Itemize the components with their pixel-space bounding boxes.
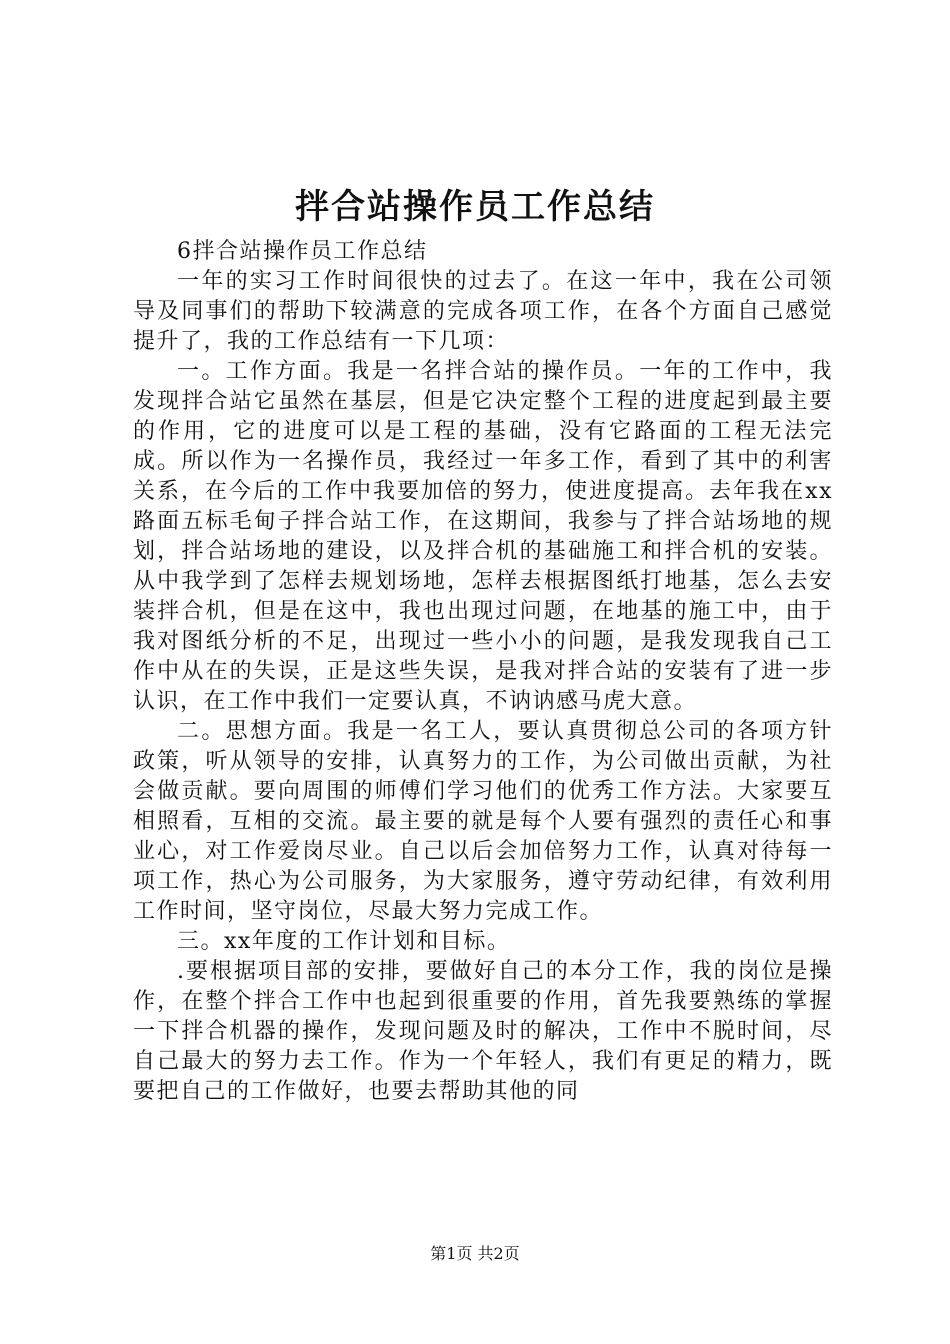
paragraph-subtitle: 6拌合站操作员工作总结 bbox=[177, 239, 428, 264]
document-title: 拌合站操作员工作总结 bbox=[295, 187, 655, 227]
page-number-footer: 第1页 共2页 bbox=[430, 1244, 520, 1263]
paragraph-work-aspect: 一。工作方面。我是一名拌合站的操作员。一年的工作中，我发现拌合站它虽然在基层，但是它决定整个工程的进度起到最主要的作用，它的进度可以是工程的基础，没有它路面的工程无法完成。所以作为一名操作员，我经过一年多工作，看到了其中的利害关系，在今后的工作中我要加倍的努力，使进度提高。去年我在xx路面五标毛甸子拌合站工作，在这期间，我参与了拌合站场地的规划，拌合站场地的建设，以及拌合机的基础施工和拌合机的安装。从中我学到了怎样去规划场地，怎样去根据图纸打地基，怎么去安装拌合机，但是在这中，我也出现过问题，在地基的施工中，由于我对图纸分析的不足，出现过一些小小的问题，是我发现我自己工作中从在的失误，正是这些失误，是我对拌合站的安装有了进一步认识，在工作中我们一定要认真，不讷讷感马虎大意。 bbox=[133, 359, 833, 714]
paragraph-intro: 一年的实习工作时间很快的过去了。在这一年中，我在公司领导及同事们的帮助下较满意的完成各项工作，在各个方面自己感觉提升了，我的工作总结有一下几项： bbox=[133, 269, 833, 354]
paragraph-thought-aspect: 二。思想方面。我是一名工人，要认真贯彻总公司的各项方针政策，听从领导的安排，认真努力的工作，为公司做出贡献，为社会做贡献。要向周围的师傅们学习他们的优秀工作方法。大家要互相照看，互相的交流。最主要的就是每个人要有强烈的责任心和事业心，对工作爱岗尽业。自己以后会加倍努力工作，认真对待每一项工作，热心为公司服务，为大家服务，遵守劳动纪律，有效利用工作时间，坚守岗位，尽最大努力完成工作。 bbox=[133, 719, 833, 924]
paragraph-plan-item: .要根据项目部的安排，要做好自己的本分工作，我的岗位是操作，在整个拌合工作中也起到很重要的作用，首先我要熟练的掌握一下拌合机器的操作，发现问题及时的解决，工作中不脱时间，尽自己最大的努力去工作。作为一个年轻人，我们有更足的精力，既要把自己的工作做好，也要去帮助其他的同 bbox=[133, 959, 833, 1104]
paragraph-plan-heading: 三。xx年度的工作计划和目标。 bbox=[177, 929, 511, 954]
document-body bbox=[133, 237, 833, 1107]
